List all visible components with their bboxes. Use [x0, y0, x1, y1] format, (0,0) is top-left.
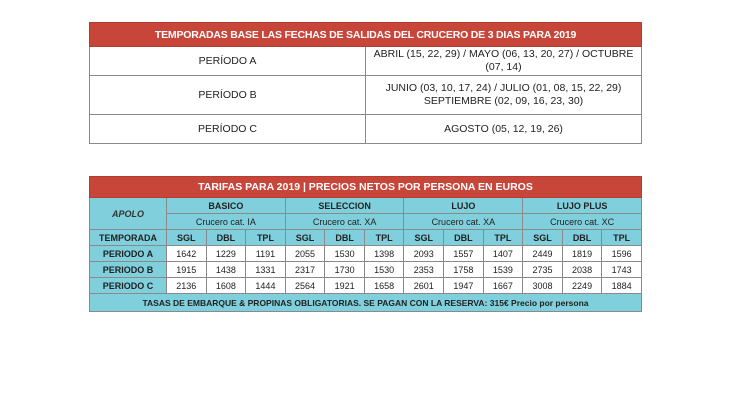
- price-cell: 2735: [523, 262, 563, 278]
- price-cell: 2317: [285, 262, 325, 278]
- price-cell: 1539: [483, 262, 523, 278]
- price-cell: 2055: [285, 246, 325, 262]
- price-cell: 2353: [404, 262, 444, 278]
- price-cell: 1438: [206, 262, 246, 278]
- price-cell: 1596: [602, 246, 642, 262]
- season-label: PERÍODO B: [90, 76, 366, 115]
- price-cell: 1730: [325, 262, 365, 278]
- category-name: LUJO: [404, 198, 523, 214]
- price-cell: 2038: [562, 262, 602, 278]
- season-dates: [366, 47, 642, 76]
- rates-title: TARIFAS PARA 2019 | PRECIOS NETOS POR PERSONA EN EUROS: [90, 177, 642, 198]
- period-label: PERIODO B: [90, 262, 167, 278]
- price-cell: 1331: [246, 262, 286, 278]
- price-cell: 2449: [523, 246, 563, 262]
- seasons-table: [89, 22, 642, 144]
- price-cell: 3008: [523, 278, 563, 294]
- price-cell: 2249: [562, 278, 602, 294]
- price-cell: 2093: [404, 246, 444, 262]
- occupancy-header: DBL: [444, 230, 484, 246]
- price-cell: 1557: [444, 246, 484, 262]
- price-cell: 1758: [444, 262, 484, 278]
- season-row: [90, 115, 642, 144]
- ship-name: APOLO: [90, 198, 167, 230]
- category-cabin: Crucero cat. XA: [285, 214, 404, 230]
- occupancy-header: TPL: [364, 230, 404, 246]
- season-dates: [366, 115, 642, 144]
- price-cell: 1743: [602, 262, 642, 278]
- occupancy-header: DBL: [325, 230, 365, 246]
- price-cell: 2136: [167, 278, 207, 294]
- category-name: BASICO: [167, 198, 286, 214]
- price-cell: 1398: [364, 246, 404, 262]
- season-label: PERÍODO C: [90, 115, 366, 144]
- fees-footer: TASAS DE EMBARQUE & PROPINAS OBLIGATORIAS. SE PAGAN CON LA RESERVA: 315€ Precio por persona: [90, 294, 642, 312]
- category-cabin: Crucero cat. IA: [167, 214, 286, 230]
- period-label: PERIODO A: [90, 246, 167, 262]
- price-cell: 1667: [483, 278, 523, 294]
- occupancy-header: TPL: [483, 230, 523, 246]
- period-label: PERIODO C: [90, 278, 167, 294]
- occupancy-header: TPL: [602, 230, 642, 246]
- season-dates-line: SEPTIEMBRE (02, 09, 16, 23, 30): [423, 95, 584, 107]
- price-cell: 1642: [167, 246, 207, 262]
- rates-table: [89, 176, 642, 312]
- price-cell: 1921: [325, 278, 365, 294]
- price-cell: 1407: [483, 246, 523, 262]
- price-cell: 1229: [206, 246, 246, 262]
- season-dates: [366, 76, 642, 115]
- season-row: [90, 47, 642, 76]
- price-cell: 1884: [602, 278, 642, 294]
- seasons-title: TEMPORADAS BASE LAS FECHAS DE SALIDAS DEL CRUCERO DE 3 DIAS PARA 2019: [90, 23, 642, 47]
- price-cell: 1444: [246, 278, 286, 294]
- occupancy-header: DBL: [206, 230, 246, 246]
- category-name: LUJO PLUS: [523, 198, 642, 214]
- table-row: [90, 262, 642, 278]
- occupancy-header: SGL: [404, 230, 444, 246]
- occupancy-header: SGL: [167, 230, 207, 246]
- season-row: [90, 76, 642, 115]
- category-name: SELECCION: [285, 198, 404, 214]
- price-cell: 1191: [246, 246, 286, 262]
- category-cabin: Crucero cat. XA: [404, 214, 523, 230]
- season-dates-line: JUNIO (03, 10, 17, 24) / JULIO (01, 08, 15, 22, 29): [385, 82, 622, 94]
- occupancy-header: TPL: [246, 230, 286, 246]
- season-label: PERÍODO A: [90, 47, 366, 76]
- price-cell: 1915: [167, 262, 207, 278]
- occupancy-header: SGL: [523, 230, 563, 246]
- price-cell: 1530: [325, 246, 365, 262]
- price-cell: 1530: [364, 262, 404, 278]
- table-row: [90, 278, 642, 294]
- price-cell: 2601: [404, 278, 444, 294]
- price-cell: 1658: [364, 278, 404, 294]
- season-dates-line: AGOSTO (05, 12, 19, 26): [444, 122, 563, 135]
- season-dates-line: ABRIL (15, 22, 29) / MAYO (06, 13, 20, 27) / OCTUBRE (07, 14): [373, 48, 634, 73]
- category-cabin: Crucero cat. XC: [523, 214, 642, 230]
- price-cell: 2564: [285, 278, 325, 294]
- price-cell: 1947: [444, 278, 484, 294]
- occupancy-header: DBL: [562, 230, 602, 246]
- occupancy-header: SGL: [285, 230, 325, 246]
- price-cell: 1819: [562, 246, 602, 262]
- price-cell: 1608: [206, 278, 246, 294]
- table-row: [90, 246, 642, 262]
- temporada-header: TEMPORADA: [90, 230, 167, 246]
